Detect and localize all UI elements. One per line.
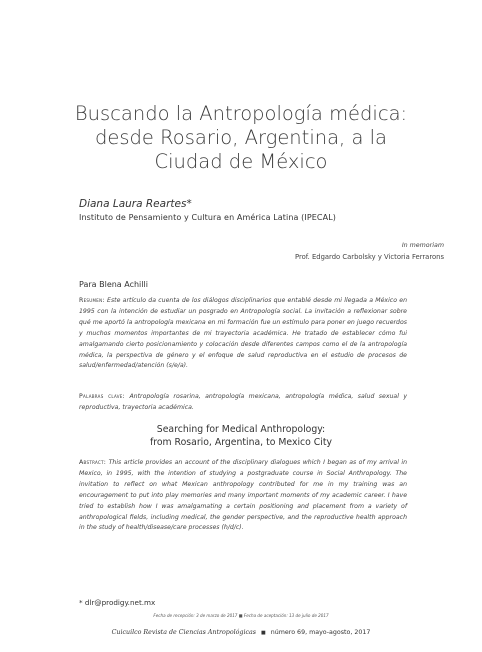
journal-issue: número 69, mayo-agosto, 2017 (270, 629, 371, 636)
english-title-line-2: from Rosario, Argentina, to Mexico City (149, 437, 333, 448)
journal-separator: ■ (261, 630, 266, 636)
abstract-text: This article provides an account of the disciplinary dialogues which I began as of my arrival in Mexico, in 1995, with the intention of studying a postgraduate course in Social Anthropology. The invitation to reflect on what Mexican anthropology contributed for me in my training was an encouragement to put into play memories and many important moments of my academic career. I have tried to establish how I was amalgamating a certain positioning and placement from a variety of anthropological fields, including medical, the gender perspective, and the reproductive health approach in the study of health/disease/care processes (h/d/c). (79, 459, 407, 532)
reception-dates (40, 613, 442, 618)
in-memoriam-names: Prof. Edgardo Carbolsky y Victoria Ferrarons (294, 253, 444, 261)
keywords-label: Palabras clave: (79, 393, 126, 400)
date-separator: ■ (238, 613, 244, 618)
journal-footer (40, 629, 442, 636)
date-accepted: Fecha de aceptación: 13 de julio de 2017 (243, 613, 329, 618)
author-name: Diana Laura Reartes* (79, 198, 192, 210)
keywords-text: Antropología rosarina, antropología mexicana, antropología médica, salud sexual y reproductiva, trayectoria académica. (79, 393, 407, 411)
dedication: Para Blena Achilli (79, 280, 148, 289)
resumen-text: Este artículo da cuenta de los diálogos disciplinarios que entablé desde mi llegada a México en 1995 con la intención de estudiar un posgrado en Antropología social. La invitación a reflexionar sobre qué me aportó la antropología mexicana en mi formación fue un estímulo para poner en juego recuerdos y muchos momentos importantes de mi trayectoria académica. He tratado de establecer cómo fui amalgamando cierto posicionamiento y colocación desde diferentes campos como el de la antropología médica, la perspectiva de género y el enfoque de salud reproductiva en el estudio de procesos de salud/enfermedad/atención (s/e/a). (79, 297, 407, 370)
in-memoriam-label: In memoriam (401, 242, 444, 249)
abstract-label: Abstract: (79, 459, 107, 466)
author-email-footnote: * dlr@prodigy.net.mx (79, 598, 156, 607)
resumen-label: Resumen: (79, 297, 105, 304)
abstract-block (79, 458, 407, 534)
resumen-block (79, 296, 407, 372)
english-title-line-1: Searching for Medical Anthropology: (156, 424, 326, 435)
title-line-1: Buscando la Antropología médica: (74, 102, 408, 125)
author-affiliation: Instituto de Pensamiento y Cultura en América Latina (IPECAL) (79, 213, 336, 222)
article-title (40, 102, 442, 174)
keywords-block (79, 392, 407, 414)
date-received: Fecha de recepción: 3 de marzo de 2017 (153, 613, 238, 618)
english-title (40, 423, 442, 449)
title-line-2: desde Rosario, Argentina, a la (95, 126, 387, 149)
title-line-3: Ciudad de México (154, 150, 328, 173)
journal-name: Cuicuilco Revista de Ciencias Antropológicas (111, 629, 256, 636)
